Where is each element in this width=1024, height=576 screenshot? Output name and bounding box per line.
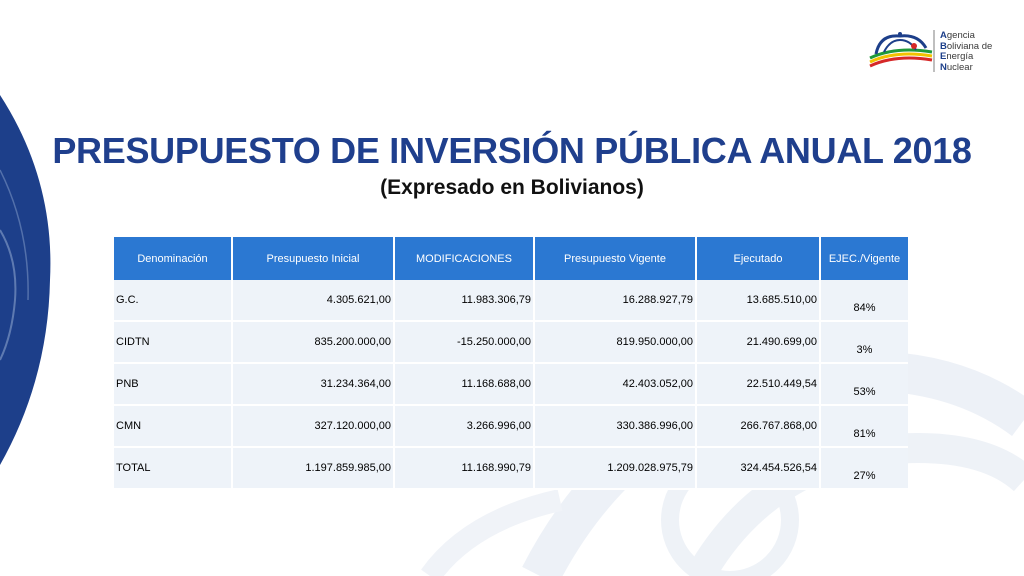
- cell-ejec-vigente: 27%: [820, 447, 908, 489]
- cell-denominacion: PNB: [114, 363, 232, 405]
- cell-denominacion: CIDTN: [114, 321, 232, 363]
- cell-modificaciones: -15.250.000,00: [394, 321, 534, 363]
- cell-modificaciones: 11.168.990,79: [394, 447, 534, 489]
- cell-presupuesto-vigente: 819.950.000,00: [534, 321, 696, 363]
- cell-ejecutado: 13.685.510,00: [696, 280, 820, 321]
- col-header-ejecutado: Ejecutado: [696, 237, 820, 280]
- col-header-presupuesto-inicial: Presupuesto Inicial: [232, 237, 394, 280]
- logo-wordmark: [940, 31, 992, 73]
- cell-ejecutado: 324.454.526,54: [696, 447, 820, 489]
- col-header-denominacion: Denominación: [114, 237, 232, 280]
- cell-ejec-vigente: 81%: [820, 405, 908, 447]
- logo-line: Nuclear: [940, 61, 973, 73]
- cell-presupuesto-inicial: 327.120.000,00: [232, 405, 394, 447]
- page-title: PRESUPUESTO DE INVERSIÓN PÚBLICA ANUAL 2018: [52, 130, 972, 171]
- cell-presupuesto-inicial: 1.197.859.985,00: [232, 447, 394, 489]
- cell-ejec-vigente: 53%: [820, 363, 908, 405]
- cell-presupuesto-inicial: 835.200.000,00: [232, 321, 394, 363]
- table-row: [114, 321, 908, 363]
- cell-presupuesto-vigente: 16.288.927,79: [534, 280, 696, 321]
- page-subtitle: (Expresado en Bolivianos): [380, 176, 644, 199]
- cell-modificaciones: 11.168.688,00: [394, 363, 534, 405]
- table-header-row: [114, 237, 908, 280]
- logo-line: Boliviana de: [940, 40, 993, 52]
- cell-denominacion: G.C.: [114, 280, 232, 321]
- cell-ejec-vigente: 84%: [820, 280, 908, 321]
- cell-modificaciones: 3.266.996,00: [394, 405, 534, 447]
- logo-line: Energía: [940, 51, 974, 62]
- budget-table: [114, 237, 908, 490]
- cell-ejecutado: 22.510.449,54: [696, 363, 820, 405]
- cell-ejec-vigente: 3%: [820, 321, 908, 363]
- logo-line: Agencia: [940, 30, 975, 41]
- cell-presupuesto-vigente: 1.209.028.975,79: [534, 447, 696, 489]
- cell-ejecutado: 21.490.699,00: [696, 321, 820, 363]
- table-total-row: [114, 447, 908, 489]
- col-header-presupuesto-vigente: Presupuesto Vigente: [534, 237, 696, 280]
- table-row: [114, 280, 908, 321]
- cell-presupuesto-inicial: 31.234.364,00: [232, 363, 394, 405]
- cell-denominacion: TOTAL: [114, 447, 232, 489]
- cell-denominacion: CMN: [114, 405, 232, 447]
- cell-presupuesto-vigente: 330.386.996,00: [534, 405, 696, 447]
- cell-presupuesto-vigente: 42.403.052,00: [534, 363, 696, 405]
- cell-ejecutado: 266.767.868,00: [696, 405, 820, 447]
- cell-modificaciones: 11.983.306,79: [394, 280, 534, 321]
- col-header-modificaciones: MODIFICACIONES: [394, 237, 534, 280]
- col-header-ejec-vigente: EJEC./Vigente: [820, 237, 908, 280]
- cell-presupuesto-inicial: 4.305.621,00: [232, 280, 394, 321]
- table-row: [114, 405, 908, 447]
- table-row: [114, 363, 908, 405]
